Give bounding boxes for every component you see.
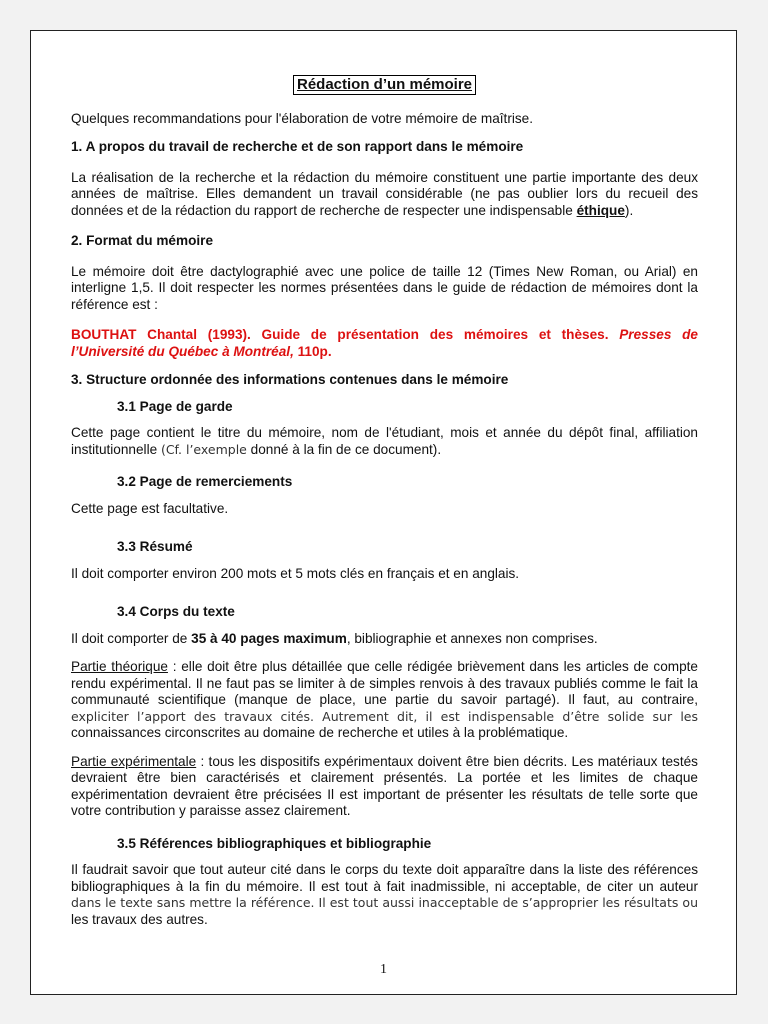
partie-experimentale-label: Partie expérimentale: [71, 753, 197, 769]
partie-experimentale-text: : tous les dispositifs expérimentaux doivent être bien décrits. Les matériaux testés devraient être bien caractérisés et clairement présentés. La portée et les limites de chaque expérimentation devraient être précisées Il est important de présenter les résultats de telle sorte que votre contribution y paraisse assez clairement.: [71, 753, 698, 818]
section-2-paragraph: Le mémoire doit être dactylographié avec une police de taille 12 (Times New Roman, ou Arial) en interligne 1,5. Il doit respecter les normes présentées dans le guide de rédaction de mémoires dont la référence est :: [71, 263, 698, 312]
document-page: [30, 30, 737, 995]
section-3-1-text: Cette page contient le titre du mémoire, nom de l'étudiant, mois et année du dépôt final, affiliation institutionnelle: [71, 425, 698, 457]
partie-experimentale-paragraph: [71, 754, 698, 820]
page-number: 1: [380, 962, 387, 977]
section-3-4-heading: 3.4 Corps du texte: [117, 604, 235, 619]
reference-publisher: Presses de l’Université du Québec à Montréal,: [71, 327, 698, 359]
section-1-paragraph: [71, 170, 698, 220]
section-3-4-paragraph: [71, 631, 698, 648]
section-1-text: La réalisation de la recherche et la rédaction du mémoire constituent une partie importante des deux années de maîtrise. Elles demandent un travail considérable (ne pas oublier lors du recueil des données et de la rédaction du rapport de recherche de respecter une indispensable: [71, 169, 698, 218]
section-3-3-paragraph: Il doit comporter environ 200 mots et 5 mots clés en français et en anglais.: [71, 565, 520, 581]
section-3-heading: 3. Structure ordonnée des informations contenues dans le mémoire: [71, 372, 509, 387]
title-container: [71, 75, 698, 95]
partie-theorique-paragraph: [71, 659, 698, 742]
section-3-5-heading: 3.5 Références bibliographiques et bibliographie: [117, 835, 432, 851]
section-3-1-cf: (Cf. l’exemple: [160, 441, 247, 457]
section-3-2-paragraph: Cette page est facultative.: [71, 500, 229, 516]
bibliographic-reference: [71, 327, 698, 360]
section-1-text-end: ).: [624, 202, 634, 218]
reference-main: BOUTHAT Chantal (1993). Guide de présentation des mémoires et thèses.: [71, 327, 620, 342]
section-3-5-text: Il faudrait savoir que tout auteur cité dans le corps du texte doit apparaître dans la liste des références bibliographiques à la fin du mémoire. Il est tout à fait inadmissible, ni acceptable, de citer un auteur: [71, 862, 698, 894]
section-3-1-paragraph: [71, 425, 698, 458]
section-2-heading: 2. Format du mémoire: [71, 233, 214, 248]
partie-theorique-text-end: connaissances circonscrites au domaine de recherche et utiles à la problématique.: [71, 725, 569, 740]
section-3-2-heading: 3.2 Page de remerciements: [117, 474, 293, 489]
section-3-5-paragraph: [71, 862, 698, 928]
reference-pages: 110p.: [293, 343, 332, 359]
partie-theorique-text: : elle doit être plus détaillée que celle rédigée brièvement dans les articles de compte rendu expérimental. Il ne faut pas se limiter à de simples renvois à des travaux publiés comme le fait la communauté scientifique (manque de place, une partie du savoir partagé). Il faut, au contraire,: [71, 659, 698, 707]
section-3-4-text-end: , bibliographie et annexes non comprises.: [346, 630, 598, 646]
partie-theorique-grey-text: expliciter l’apport des travaux cités. Autrement dit, il est indispensable d’être solide sur les: [71, 708, 698, 724]
document-body: [71, 75, 698, 928]
partie-theorique-label: Partie théorique: [71, 659, 168, 674]
intro-paragraph: Quelques recommandations pour l'élaboration de votre mémoire de maîtrise.: [71, 110, 533, 126]
section-1-heading: 1. A propos du travail de recherche et de son rapport dans le mémoire: [71, 139, 524, 154]
page-limit-emphasis: 35 à 40 pages maximum: [191, 630, 347, 646]
ethique-emphasis: éthique: [576, 202, 625, 218]
section-3-3-heading: 3.3 Résumé: [117, 539, 193, 554]
document-title: Rédaction d’un mémoire: [293, 75, 476, 95]
section-3-4-text: Il doit comporter de: [71, 630, 192, 646]
section-3-1-heading: 3.1 Page de garde: [117, 398, 233, 414]
section-3-5-text-end: les travaux des autres.: [71, 911, 208, 927]
section-3-5-grey-text: dans le texte sans mettre la référence. Il est tout aussi inacceptable de s’approprier les résultats ou: [71, 895, 698, 910]
section-3-1-text-end: donné à la fin de ce document).: [246, 441, 442, 457]
